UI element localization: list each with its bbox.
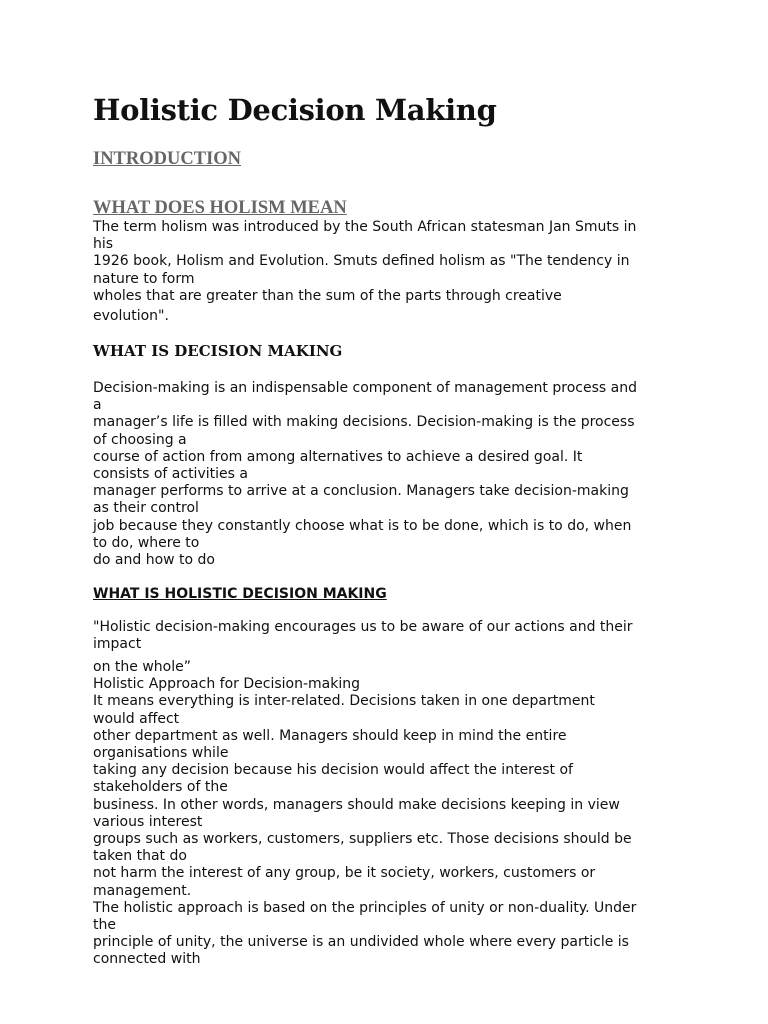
holistic-line: organisations while: [93, 745, 229, 762]
holistic-line: groups such as workers, customers, suppliers etc. Those decisions should be: [93, 831, 632, 848]
decision-line: of choosing a: [93, 431, 187, 448]
introduction-heading: INTRODUCTION: [93, 149, 242, 169]
decision-line: do and how to do: [93, 552, 215, 569]
holistic-line: taking any decision because his decision would affect the interest of: [93, 762, 573, 779]
holistic-line: connected with: [93, 951, 201, 968]
holistic-line: various interest: [93, 813, 203, 830]
holistic-quote: [93, 619, 683, 653]
holistic-line: stakeholders of the: [93, 779, 228, 796]
holism-line: The term holism was introduced by the South African statesman Jan Smuts in: [93, 219, 637, 235]
holistic-line: It means everything is inter-related. Decisions taken in one department: [93, 693, 595, 710]
holistic-line: Holistic Approach for Decision-making: [93, 676, 360, 693]
decision-line: a: [93, 397, 102, 414]
holistic-line: would affect: [93, 710, 180, 727]
holistic-line: management.: [93, 882, 192, 899]
holistic-line: principle of unity, the universe is an undivided whole where every particle is: [93, 934, 629, 951]
holistic-line: The holistic approach is based on the principles of unity or non-duality. Under: [93, 899, 637, 916]
holism-line: 1926 book, Holism and Evolution. Smuts defined holism as "The tendency in: [93, 253, 630, 270]
decision-line: as their control: [93, 500, 199, 517]
holism-line: evolution".: [93, 308, 169, 325]
holism-line: nature to form: [93, 270, 195, 287]
holistic-line: not harm the interest of any group, be it society, workers, customers or: [93, 865, 596, 882]
holism-line: wholes that are greater than the sum of the parts through creative: [93, 287, 562, 304]
holistic-line: on the whole”: [93, 659, 191, 675]
holistic-heading: WHAT IS HOLISTIC DECISION MAKING: [93, 586, 387, 602]
holism-heading: WHAT DOES HOLISM MEAN: [93, 198, 347, 218]
decision-line: manager performs to arrive at a conclusion. Managers take decision-making: [93, 483, 629, 500]
holism-line: his: [93, 236, 114, 253]
decision-paragraph: [93, 380, 683, 569]
quote-line: "Holistic decision-making encourages us to be aware of our actions and their: [93, 619, 633, 635]
holistic-line: taken that do: [93, 848, 187, 865]
holistic-line: the: [93, 917, 116, 934]
decision-line: Decision-making is an indispensable component of management process and: [93, 380, 637, 396]
holistic-paragraph: [93, 659, 683, 969]
decision-line: manager’s life is filled with making decisions. Decision-making is the process: [93, 414, 635, 431]
decision-line: to do, where to: [93, 534, 200, 551]
document-title: Holistic Decision Making: [93, 93, 497, 127]
decision-line: course of action from among alternatives to achieve a desired goal. It: [93, 448, 583, 465]
decision-line: consists of activities a: [93, 466, 248, 483]
decision-line: job because they constantly choose what is to be done, which is to do, when: [93, 517, 632, 534]
decision-heading: WHAT IS DECISION MAKING: [93, 342, 343, 360]
holistic-line: business. In other words, managers should make decisions keeping in view: [93, 796, 620, 813]
quote-line: impact: [93, 636, 142, 653]
holistic-line: other department as well. Managers should keep in mind the entire: [93, 727, 567, 744]
holism-paragraph: [93, 219, 683, 325]
